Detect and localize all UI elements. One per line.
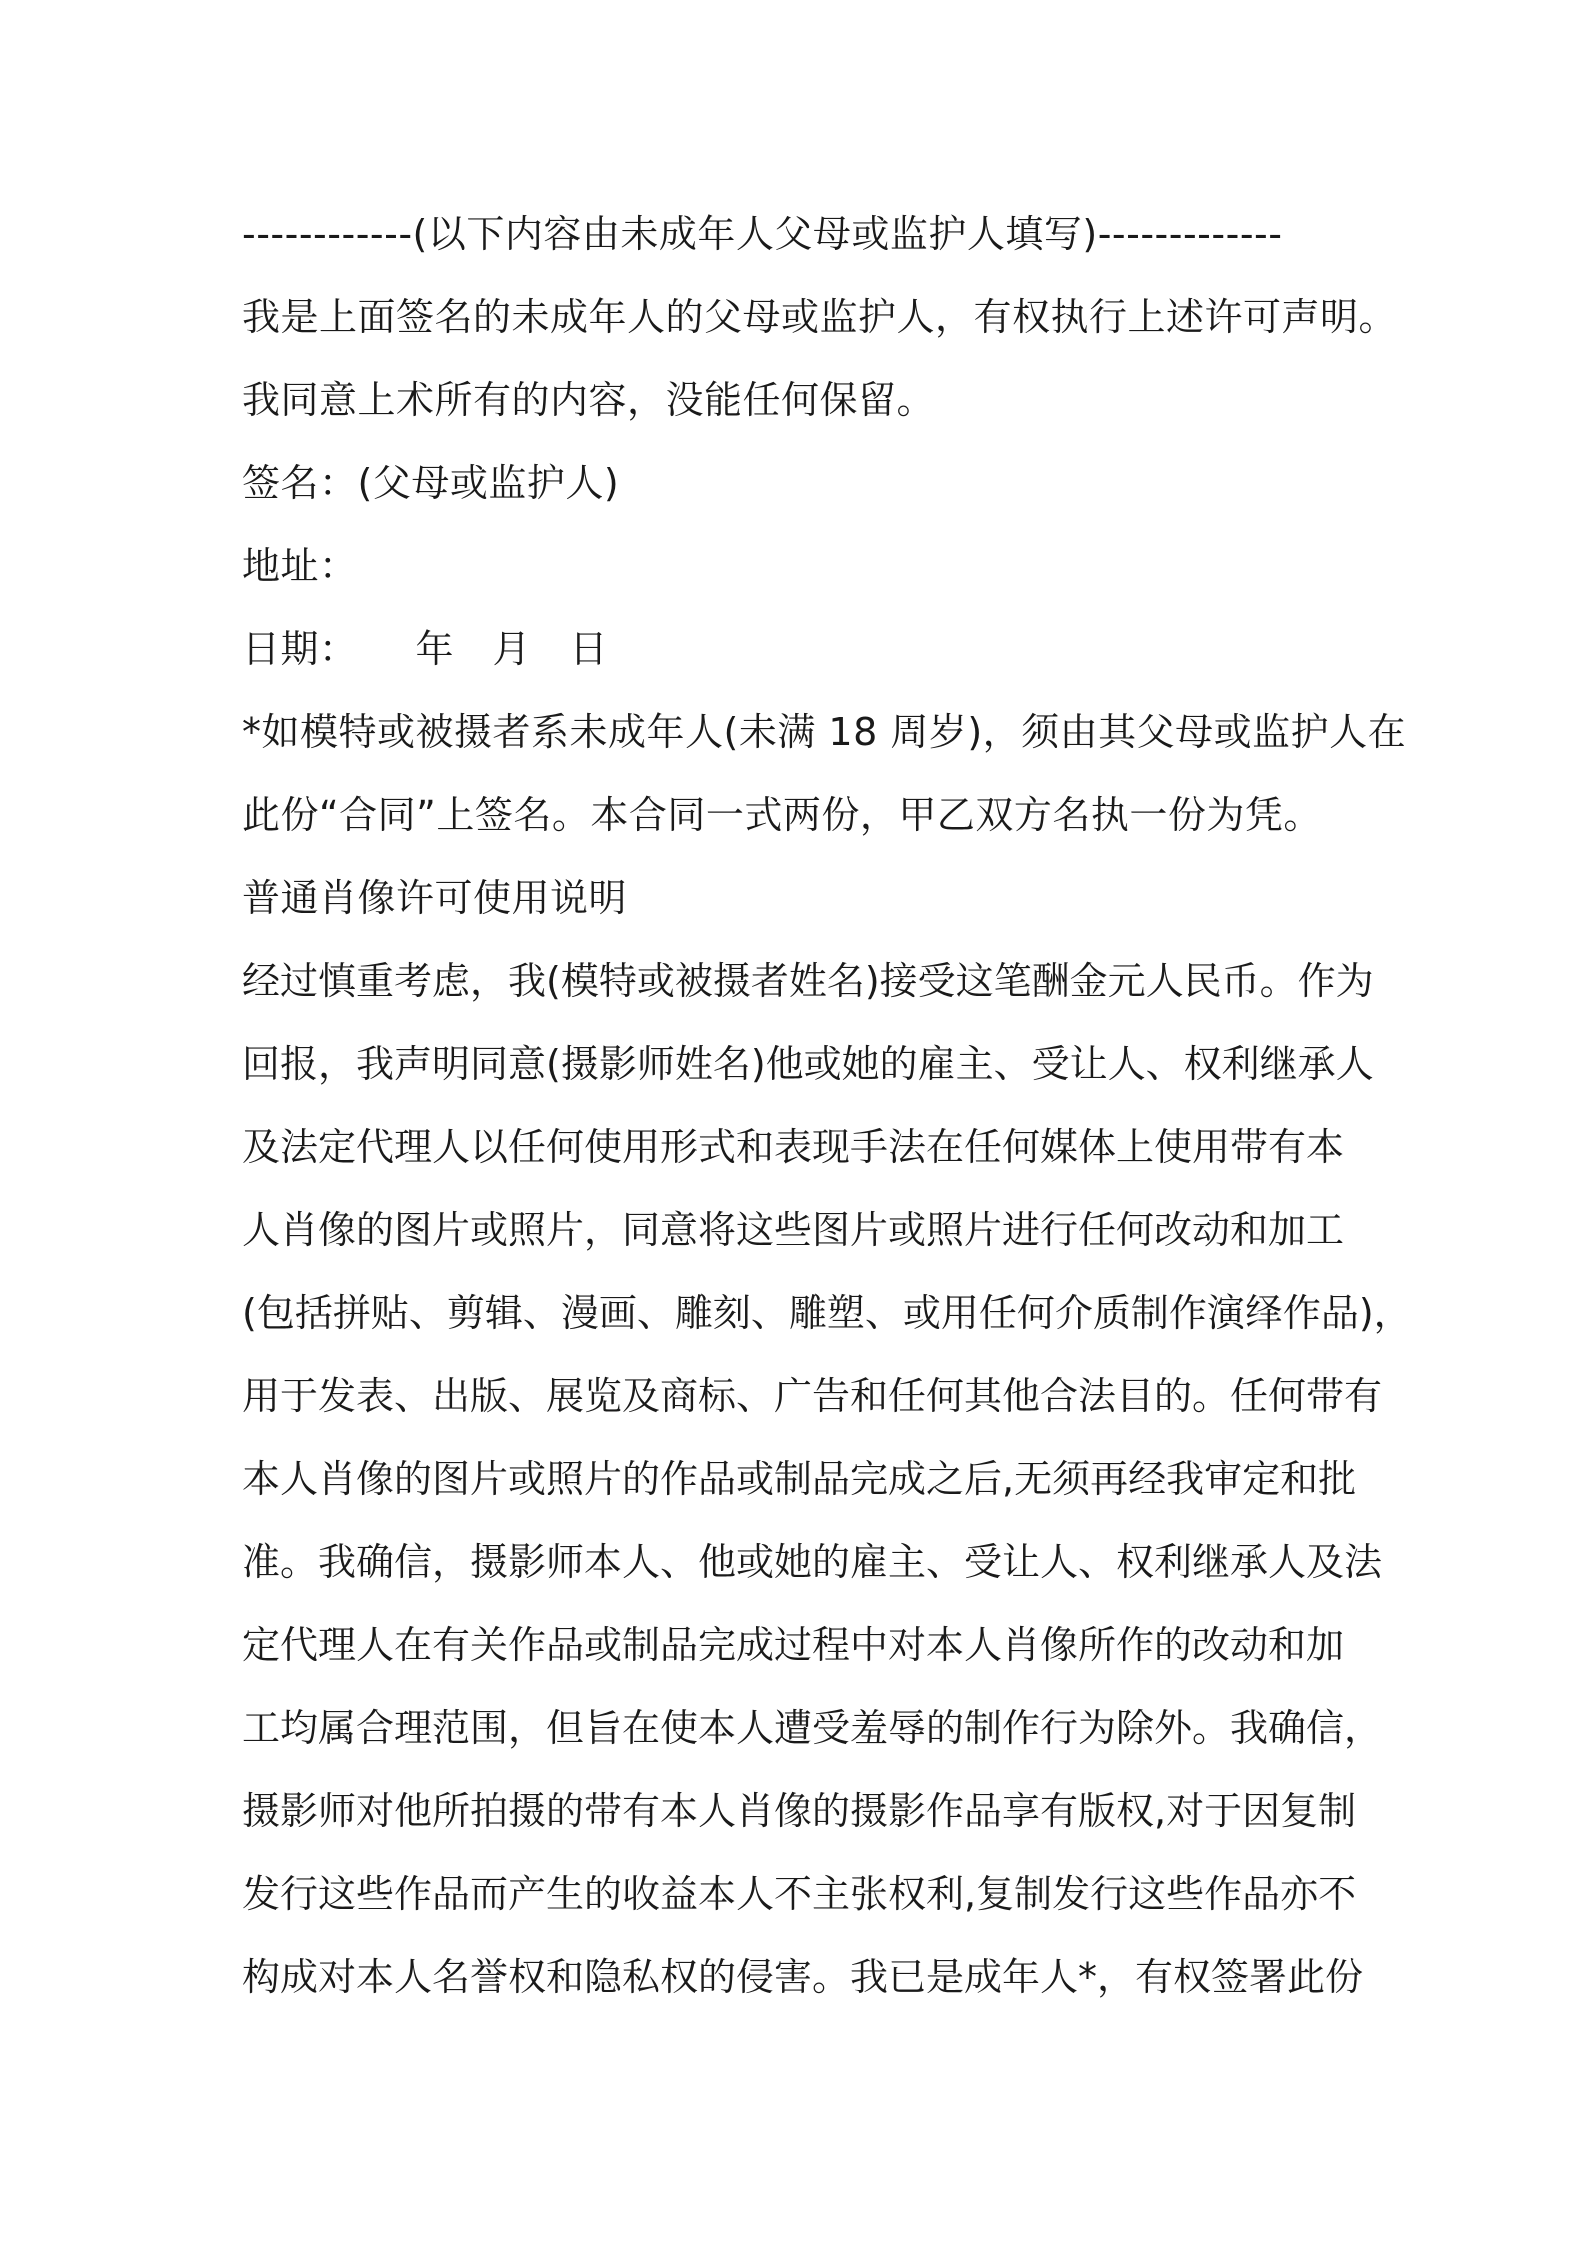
minor-note-line: 此份“合同”上签名。本合同一式两份，甲乙双方名执一份为凭。 <box>242 793 1322 837</box>
date-label: 日期： 年 月 日 <box>242 627 609 671</box>
section-title: 普通肖像许可使用说明 <box>242 876 628 920</box>
address-label: 地址： <box>242 544 358 588</box>
body-line: 工均属合理范围，但旨在使本人遭受羞辱的制作行为除外。我确信， <box>242 1706 1383 1750</box>
body-line: 摄影师对他所拍摄的带有本人肖像的摄影作品享有版权,对于因复制 <box>242 1789 1357 1833</box>
body-line: 构成对本人名誉权和隐私权的侵害。我已是成年人*，有权签署此份 <box>242 1955 1364 1999</box>
body-line: 本人肖像的图片或照片的作品或制品完成之后,无须再经我审定和批 <box>242 1457 1357 1501</box>
minor-note-line: *如模特或被摄者系未成年人(未满 18 周岁)，须由其父母或监护人在 <box>242 710 1407 754</box>
body-line: 及法定代理人以任何使用形式和表现手法在任何媒体上使用带有本 <box>242 1125 1345 1169</box>
signature-label: 签名：(父母或监护人) <box>242 461 620 505</box>
body-line: 定代理人在有关作品或制品完成过程中对本人肖像所作的改动和加 <box>242 1623 1345 1667</box>
body-line: 经过慎重考虑，我(模特或被摄者姓名)接受这笔酬金元人民币。作为 <box>242 959 1374 1003</box>
body-line: 用于发表、出版、展览及商标、广告和任何其他合法目的。任何带有 <box>242 1374 1383 1418</box>
guardian-statement: 我是上面签名的未成年人的父母或监护人，有权执行上述许可声明。 <box>242 295 1398 339</box>
body-line: (包括拼贴、剪辑、漫画、雕刻、雕塑、或用任何介质制作演绎作品)， <box>242 1291 1412 1335</box>
guardian-agreement: 我同意上术所有的内容，没能任何保留。 <box>242 378 936 422</box>
document-body <box>242 206 1412 2032</box>
guardian-section-header: ------------(以下内容由未成年人父母或监护人填写)------------- <box>242 212 1283 256</box>
body-line: 发行这些作品而产生的收益本人不主张权利,复制发行这些作品亦不 <box>242 1872 1357 1916</box>
body-line: 准。我确信，摄影师本人、他或她的雇主、受让人、权利继承人及法 <box>242 1540 1383 1584</box>
body-line: 人肖像的图片或照片，同意将这些图片或照片进行任何改动和加工 <box>242 1208 1345 1252</box>
body-line: 回报，我声明同意(摄影师姓名)他或她的雇主、受让人、权利继承人 <box>242 1042 1374 1086</box>
